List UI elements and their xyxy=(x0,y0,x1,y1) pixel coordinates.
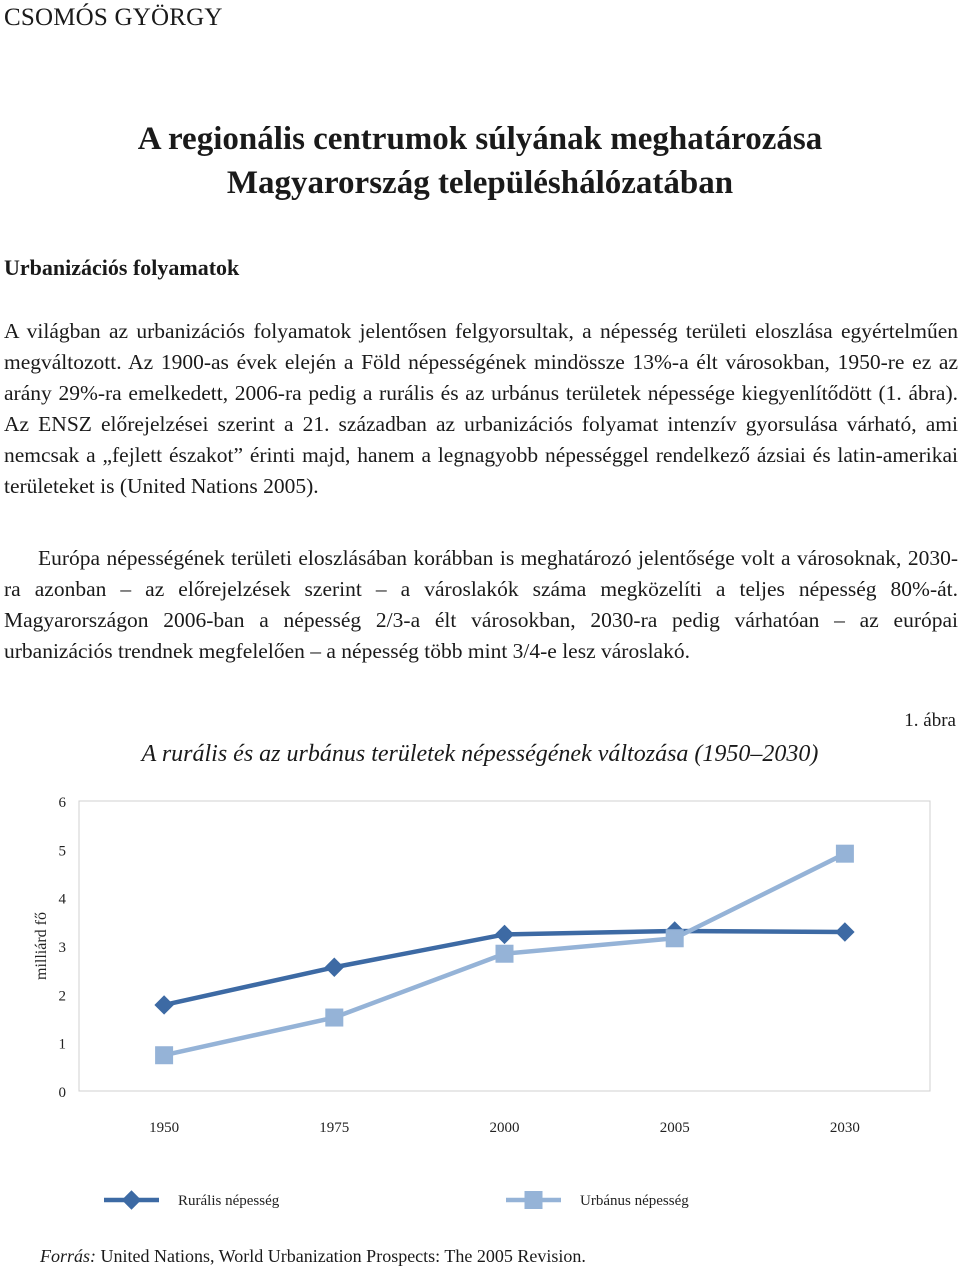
y-tick-label: 2 xyxy=(58,988,66,1005)
legend-marker-1 xyxy=(123,1191,141,1209)
source-text: United Nations, World Urbanization Prospects: The 2005 Revision. xyxy=(100,1246,586,1266)
x-tick-label: 2000 xyxy=(489,1120,520,1136)
legend-label-1: Rurális népesség xyxy=(178,1193,280,1209)
article-title-line-2: Magyarország településhálózatában xyxy=(226,165,734,201)
y-tick-label: 1 xyxy=(58,1036,66,1053)
x-tick-label: 1950 xyxy=(149,1120,180,1136)
data-point-series-2 xyxy=(496,945,513,962)
x-tick-label: 1975 xyxy=(319,1120,350,1136)
data-point-series-2 xyxy=(666,930,683,947)
y-tick-label: 3 xyxy=(58,940,66,956)
data-point-series-2 xyxy=(836,845,853,862)
chart-title: A rurális és az urbánus területek népességének változása (1950–2030) xyxy=(141,741,819,767)
paragraph-2: Európa népességének területi eloszlásában korábban is meghatározó jelentősége volt a városoknak, 2030-ra azonban – az előrejelzések szerint – a városlakók száma megközelíti a teljes népesség 80%-át. Magyarországon 2006-ban a népesség 2/3-a élt városokban, 2030-ra pedig várhatóan – az európai urbanizációs trendnek megfelelően – a népesség több mint 3/4-e lesz városlakó. xyxy=(4,546,958,663)
line-chart xyxy=(0,780,960,1240)
y-tick-label: 5 xyxy=(58,843,66,860)
author-name: CSOMÓS GYÖRGY xyxy=(4,4,223,31)
data-point-series-1 xyxy=(836,923,854,941)
section-heading: Urbanizációs folyamatok xyxy=(4,255,240,280)
data-point-series-1 xyxy=(496,925,514,943)
data-point-series-1 xyxy=(325,958,343,976)
legend-label-2: Urbánus népesség xyxy=(580,1193,689,1209)
x-tick-label: 2005 xyxy=(659,1120,690,1136)
article-title-line-1: A regionális centrumok súlyának meghatározása xyxy=(137,121,823,157)
y-tick-label: 6 xyxy=(58,795,66,811)
y-axis-label: milliárd fő xyxy=(33,912,50,980)
data-point-series-2 xyxy=(326,1009,343,1026)
figure-source xyxy=(40,1246,586,1267)
x-tick-label: 2030 xyxy=(829,1120,860,1136)
figure-number: 1. ábra xyxy=(904,710,956,731)
paragraph-1: A világban az urbanizációs folyamatok jelentősen felgyorsultak, a népesség területi eloszlása egyértelműen megváltozott. Az 1900-as évek elején a Föld népességének mindössze 13%-a élt városokban, 1950-re ez az arány 29%-ra emelkedett, 2006-ra pedig a rurális és az urbánus területek népessége kiegyenlítődött (1. ábra). Az ENSZ előrejelzései szerint a 21. században az urbanizációs folyamat intenzív gyorsulása várható, ami nemcsak a „fejlett északot” érinti majd, hanem a legnagyobb népességgel rendelkező ázsiai és latin-amerikai területeket is (United Nations 2005). xyxy=(4,319,958,498)
data-point-series-2 xyxy=(156,1047,173,1064)
y-tick-label: 0 xyxy=(58,1085,66,1101)
article-title xyxy=(0,117,960,205)
data-point-series-1 xyxy=(155,996,173,1014)
source-label: Forrás: xyxy=(40,1246,97,1266)
legend-marker-2 xyxy=(525,1192,542,1209)
y-tick-label: 4 xyxy=(58,891,66,908)
